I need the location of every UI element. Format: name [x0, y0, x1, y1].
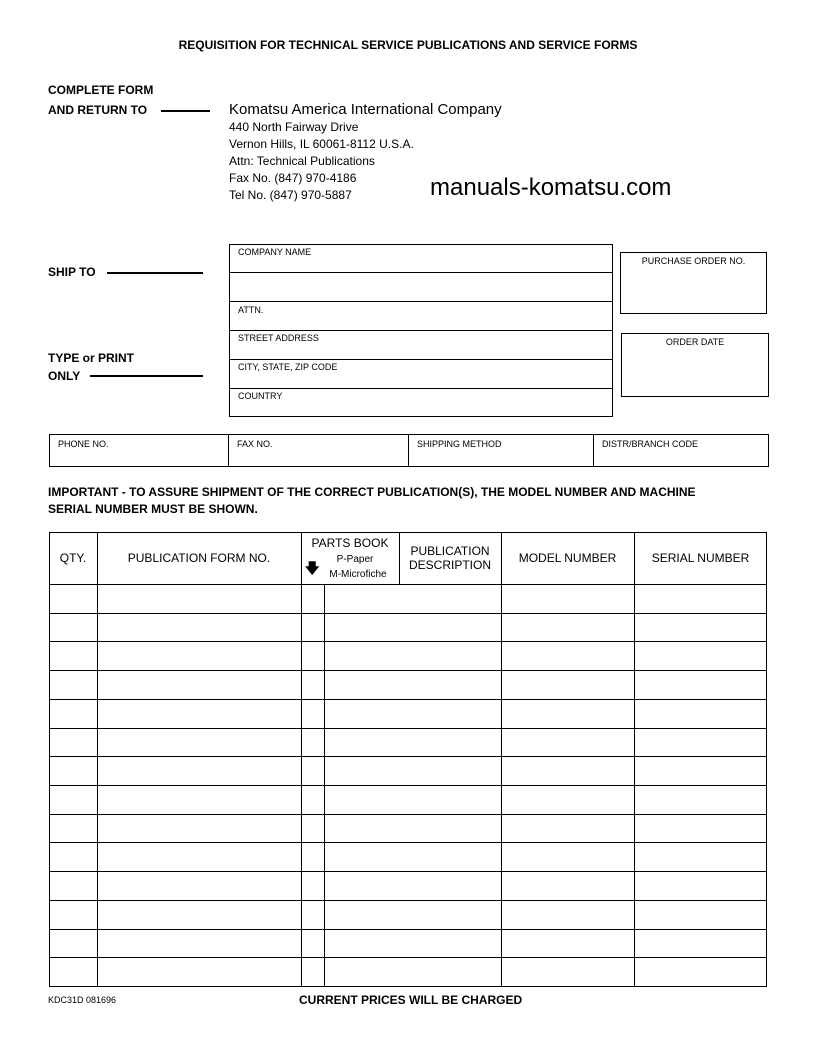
serial-cell[interactable] [634, 785, 766, 814]
qty-cell[interactable] [49, 728, 97, 757]
description-cell[interactable] [324, 929, 501, 958]
prices-note: CURRENT PRICES WILL BE CHARGED [299, 993, 523, 1007]
ship-to-line [107, 272, 203, 274]
serial-cell[interactable] [634, 670, 766, 699]
description-cell[interactable] [324, 613, 501, 642]
pm-cell[interactable] [301, 670, 324, 699]
description-cell[interactable] [324, 728, 501, 757]
important-1: IMPORTANT - TO ASSURE SHIPMENT OF THE CORRECT PUBLICATION(S), THE MODEL NUMBER AND MACHINE [48, 485, 696, 499]
form-no-cell[interactable] [97, 929, 301, 958]
serial-cell[interactable] [634, 699, 766, 728]
qty-cell[interactable] [49, 785, 97, 814]
ship-to-label: SHIP TO [48, 265, 96, 279]
microfiche-label: M-Microfiche [329, 569, 387, 580]
company-name: Komatsu America International Company [229, 101, 502, 118]
street-field[interactable]: STREET ADDRESS [238, 333, 319, 343]
description-cell[interactable] [324, 670, 501, 699]
form-title: REQUISITION FOR TECHNICAL SERVICE PUBLICATIONS AND SERVICE FORMS [178, 38, 638, 52]
model-cell[interactable] [501, 785, 634, 814]
serial-cell[interactable] [634, 728, 766, 757]
city-line: Vernon Hills, IL 60061-8112 U.S.A. [229, 137, 414, 151]
fax-line: Fax No. (847) 970-4186 [229, 171, 357, 185]
serial-cell[interactable] [634, 900, 766, 929]
address-line: 440 North Fairway Drive [229, 120, 359, 134]
model-cell[interactable] [501, 900, 634, 929]
fax-field[interactable]: FAX NO. [237, 439, 273, 449]
pm-cell[interactable] [301, 929, 324, 958]
attn-field[interactable]: ATTN. [238, 305, 264, 315]
pm-cell[interactable] [301, 584, 324, 613]
watermark: manuals-komatsu.com [430, 174, 672, 201]
qty-cell[interactable] [49, 641, 97, 670]
form-no-cell[interactable] [97, 584, 301, 613]
qty-cell[interactable] [49, 584, 97, 613]
phone-field[interactable]: PHONE NO. [58, 439, 109, 449]
description-cell[interactable] [324, 957, 501, 986]
model-cell[interactable] [501, 670, 634, 699]
branch-code-field[interactable]: DISTR/BRANCH CODE [602, 439, 699, 449]
form-no-cell[interactable] [97, 785, 301, 814]
model-cell[interactable] [501, 957, 634, 986]
model-cell[interactable] [501, 756, 634, 785]
city-field[interactable]: CITY, STATE, ZIP CODE [238, 362, 338, 372]
return-label-1: COMPLETE FORM [48, 83, 154, 97]
serial-cell[interactable] [634, 957, 766, 986]
form-no-cell[interactable] [97, 613, 301, 642]
model-cell[interactable] [501, 728, 634, 757]
pm-cell[interactable] [301, 842, 324, 871]
description-cell[interactable] [324, 641, 501, 670]
shipping-method-field[interactable]: SHIPPING METHOD [417, 439, 502, 449]
model-cell[interactable] [501, 871, 634, 900]
form-no-cell[interactable] [97, 814, 301, 843]
serial-cell[interactable] [634, 641, 766, 670]
arrow-line [161, 110, 210, 112]
description-cell[interactable] [324, 584, 501, 613]
type-label-2: ONLY [48, 369, 81, 383]
pm-cell[interactable] [301, 785, 324, 814]
form-no-cell[interactable] [97, 900, 301, 929]
qty-cell[interactable] [49, 957, 97, 986]
serial-cell[interactable] [634, 814, 766, 843]
pm-cell[interactable] [301, 871, 324, 900]
model-cell[interactable] [501, 584, 634, 613]
form-no-cell[interactable] [97, 728, 301, 757]
serial-cell[interactable] [634, 756, 766, 785]
attn-line: Attn: Technical Publications [229, 154, 375, 168]
po-label: PURCHASE ORDER NO. [641, 256, 746, 266]
form-no-cell[interactable] [97, 957, 301, 986]
pm-cell[interactable] [301, 699, 324, 728]
pm-cell[interactable] [301, 641, 324, 670]
model-cell[interactable] [501, 929, 634, 958]
form-no-cell[interactable] [97, 641, 301, 670]
description-cell[interactable] [324, 814, 501, 843]
qty-cell[interactable] [49, 842, 97, 871]
form-no-cell[interactable] [97, 871, 301, 900]
description-cell[interactable] [324, 756, 501, 785]
return-label-2: AND RETURN TO [48, 103, 148, 117]
arrow-down-icon: 🡇 [305, 560, 320, 576]
pm-cell[interactable] [301, 814, 324, 843]
model-cell[interactable] [501, 613, 634, 642]
qty-cell[interactable] [49, 900, 97, 929]
pm-cell[interactable] [301, 728, 324, 757]
form-code: KDC31D 081696 [48, 995, 117, 1005]
qty-cell[interactable] [49, 929, 97, 958]
serial-cell[interactable] [634, 584, 766, 613]
qty-cell[interactable] [49, 756, 97, 785]
type-line [90, 375, 203, 377]
qty-cell[interactable] [49, 699, 97, 728]
pm-cell[interactable] [301, 756, 324, 785]
important-2: SERIAL NUMBER MUST BE SHOWN. [48, 502, 258, 516]
pm-cell[interactable] [301, 957, 324, 986]
order-date-label: ORDER DATE [665, 337, 725, 347]
serial-cell[interactable] [634, 842, 766, 871]
qty-cell[interactable] [49, 871, 97, 900]
form-no-header: PUBLICATION FORM NO. [127, 551, 271, 565]
serial-header: SERIAL NUMBER [651, 551, 750, 565]
serial-cell[interactable] [634, 929, 766, 958]
description-header: PUBLICATION DESCRIPTION [408, 544, 491, 572]
model-cell[interactable] [501, 699, 634, 728]
model-cell[interactable] [501, 842, 634, 871]
parts-book-header: PARTS BOOK [311, 536, 389, 550]
description-cell[interactable] [324, 785, 501, 814]
description-cell[interactable] [324, 842, 501, 871]
qty-cell[interactable] [49, 613, 97, 642]
form-no-cell[interactable] [97, 756, 301, 785]
qty-header: QTY. [59, 551, 87, 565]
serial-cell[interactable] [634, 613, 766, 642]
description-cell[interactable] [324, 900, 501, 929]
type-label-1: TYPE or PRINT [48, 351, 135, 365]
pm-cell[interactable] [301, 613, 324, 642]
tel-line: Tel No. (847) 970-5887 [229, 188, 352, 202]
form-no-cell[interactable] [97, 842, 301, 871]
form-no-cell[interactable] [97, 699, 301, 728]
model-cell[interactable] [501, 641, 634, 670]
model-header: MODEL NUMBER [518, 551, 617, 565]
form-no-cell[interactable] [97, 670, 301, 699]
pm-cell[interactable] [301, 900, 324, 929]
country-field[interactable]: COUNTRY [238, 391, 283, 401]
qty-cell[interactable] [49, 670, 97, 699]
description-cell[interactable] [324, 871, 501, 900]
model-cell[interactable] [501, 814, 634, 843]
qty-cell[interactable] [49, 814, 97, 843]
company-address [229, 119, 414, 204]
company-name-field[interactable]: COMPANY NAME [238, 247, 312, 257]
description-cell[interactable] [324, 699, 501, 728]
serial-cell[interactable] [634, 871, 766, 900]
paper-label: P-Paper [336, 554, 374, 565]
